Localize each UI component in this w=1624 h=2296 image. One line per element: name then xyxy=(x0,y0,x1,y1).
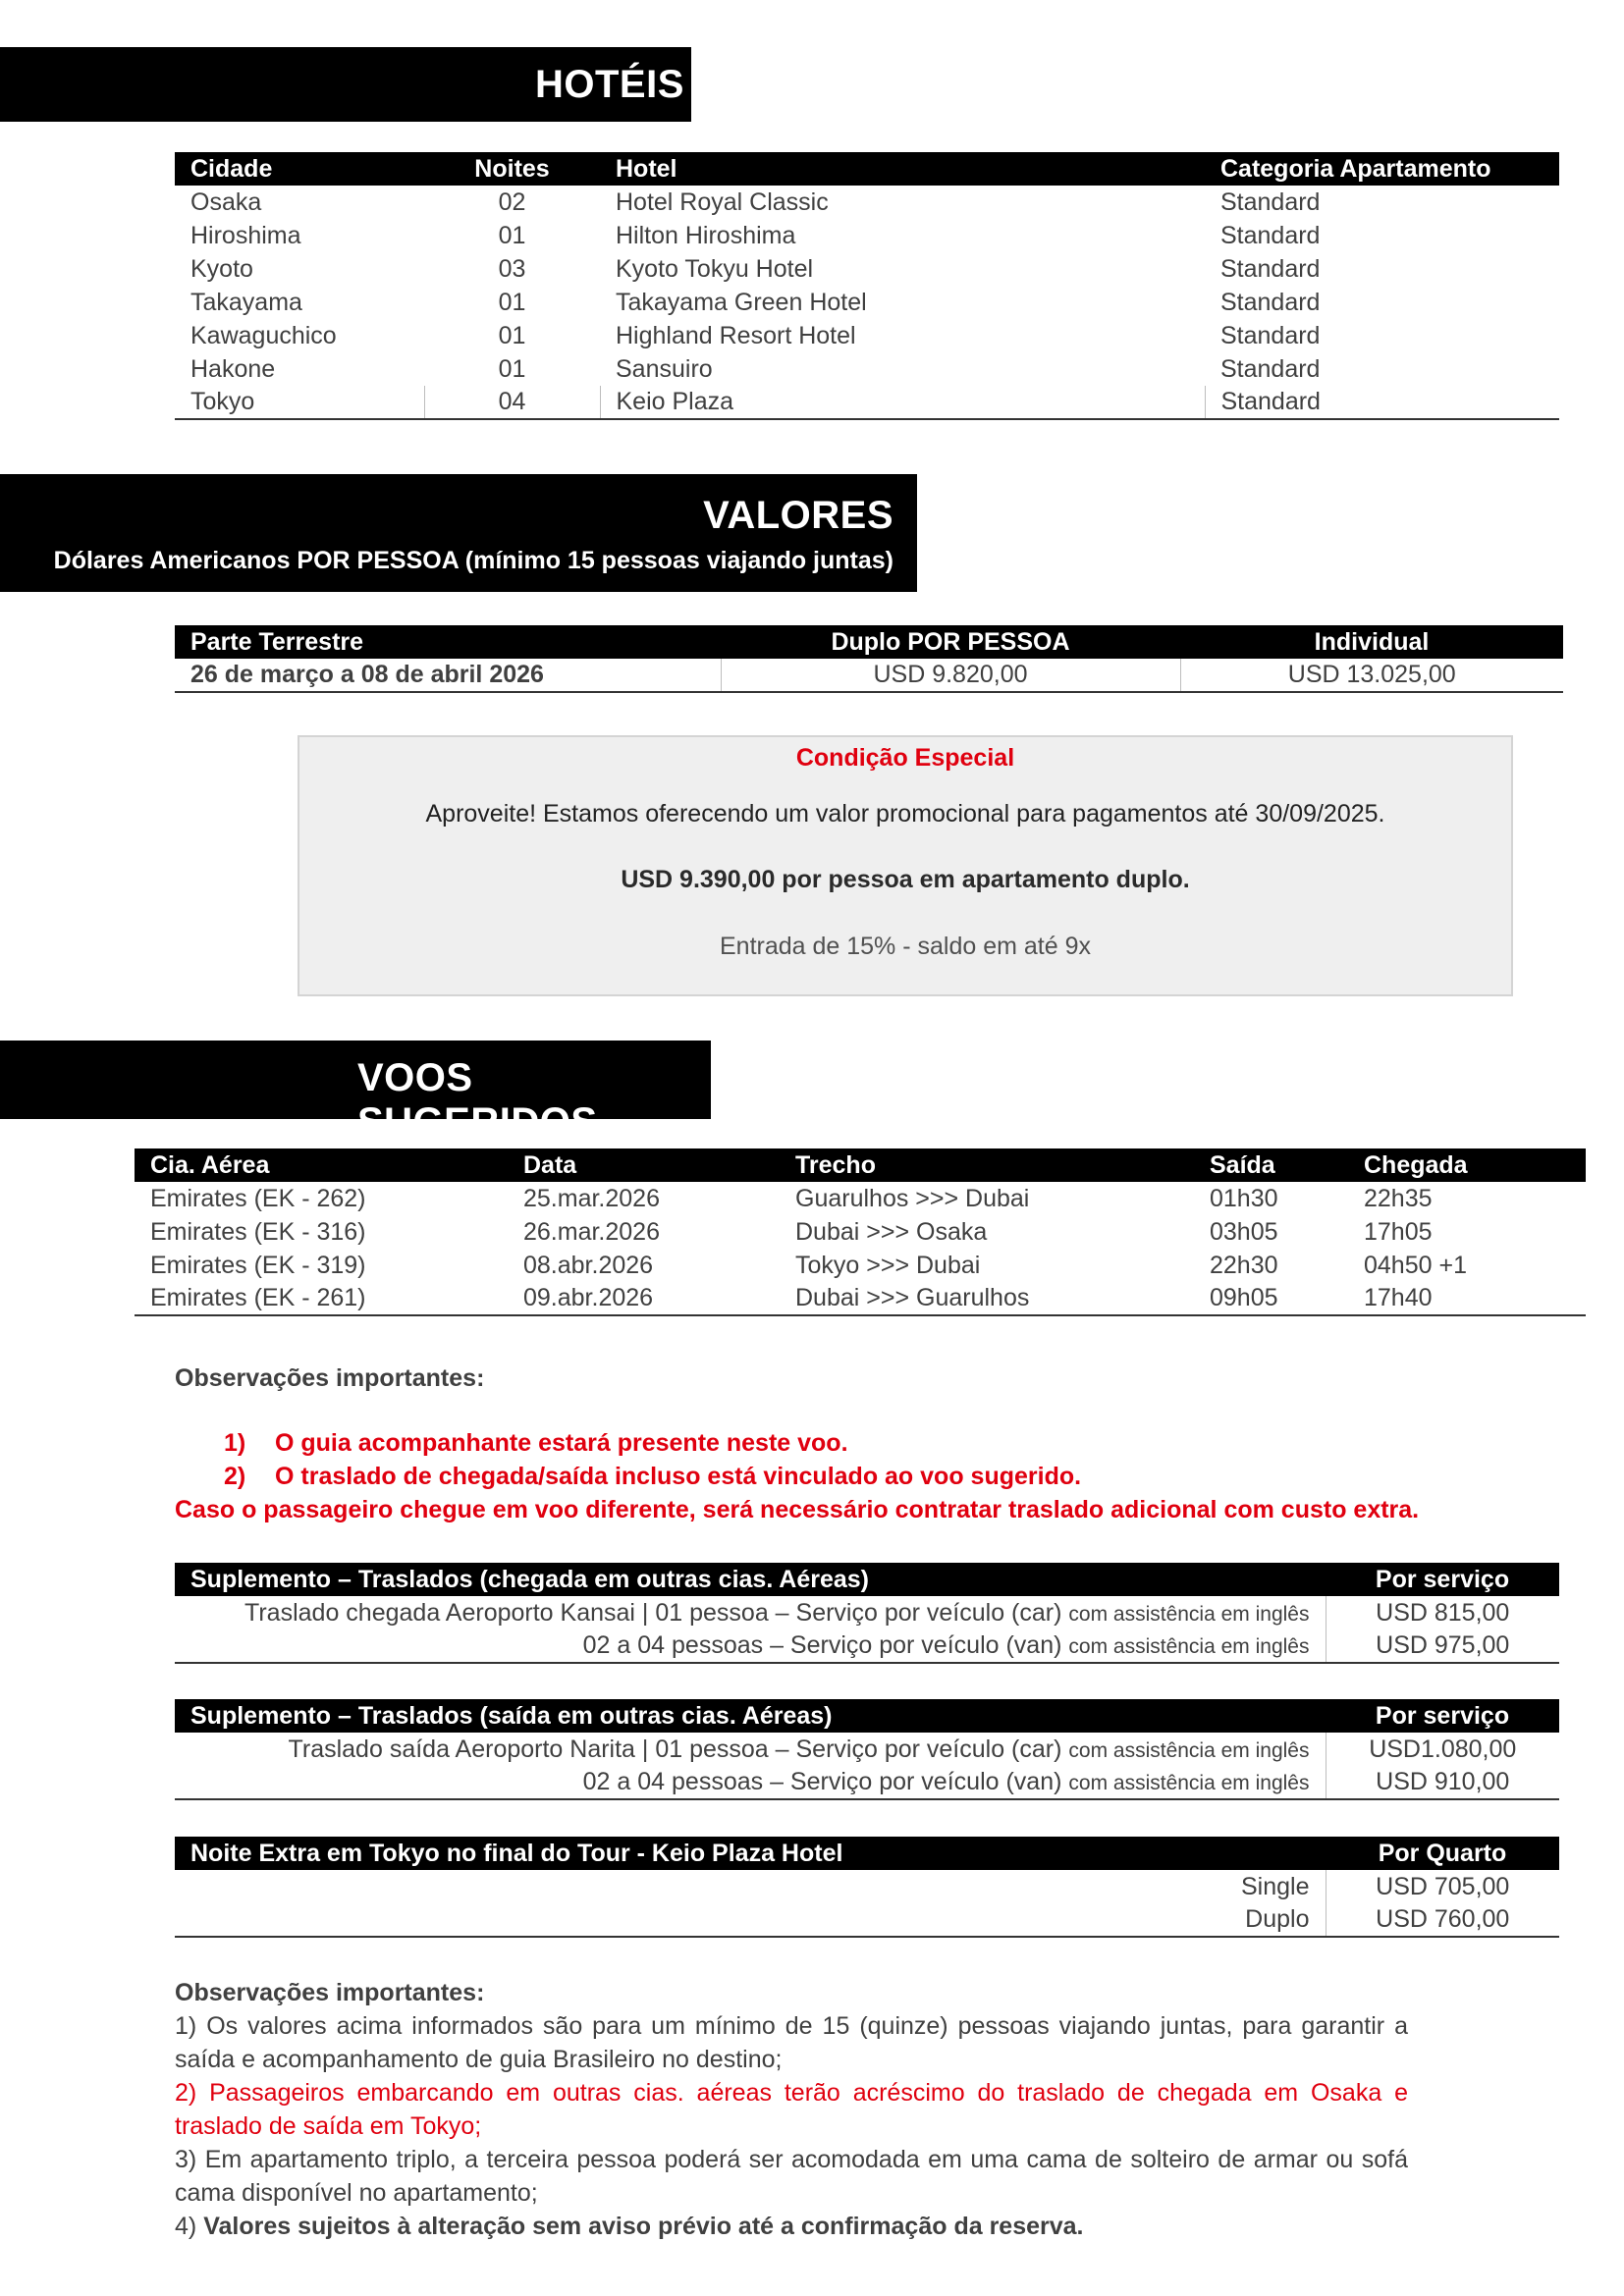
supplement-service-main: 02 a 04 pessoas – Serviço por veículo (van) xyxy=(582,1768,1062,1795)
hotel-nights: 03 xyxy=(498,254,526,283)
extra-night-room-type: Single xyxy=(175,1870,1326,1903)
supplement-price: USD 815,00 xyxy=(1376,1598,1510,1627)
flight-note-1-text: O guia acompanhante estará presente neste voo. xyxy=(275,1429,848,1457)
hotel-city: Kyoto xyxy=(190,254,253,283)
values-banner xyxy=(0,474,917,592)
table-row xyxy=(175,319,1559,352)
header-categoria: Categoria Apartamento xyxy=(1205,152,1559,186)
extra-night-price-header: Por Quarto xyxy=(1326,1837,1559,1870)
hotel-nights: 01 xyxy=(498,221,526,249)
hotel-name: Highland Resort Hotel xyxy=(616,321,856,349)
hotels-banner xyxy=(0,47,691,122)
flight-date: 09.abr.2026 xyxy=(508,1282,780,1315)
header-duplo: Duplo POR PESSOA xyxy=(721,625,1180,659)
flight-date: 08.abr.2026 xyxy=(523,1251,654,1279)
values-header-row xyxy=(175,625,1563,659)
supplement-service xyxy=(175,1596,1326,1629)
header-chegada: Chegada xyxy=(1348,1148,1586,1182)
supplement-price: USD1.080,00 xyxy=(1369,1735,1517,1763)
values-double-price: USD 9.820,00 xyxy=(721,659,1180,692)
hotels-title: HOTÉIS xyxy=(535,63,684,106)
promo-title: Condição Especial xyxy=(795,744,1015,772)
supplement-service xyxy=(175,1766,1326,1799)
supplement-departure-header-row xyxy=(175,1699,1559,1733)
supplement-departure-header: Suplemento – Traslados (saída em outras cias. Aéreas) xyxy=(175,1699,1326,1733)
header-saida: Saída xyxy=(1194,1148,1348,1182)
supplement-departure-table xyxy=(175,1699,1559,1800)
special-condition-box xyxy=(298,735,1513,996)
supplement-departure-price-header: Por serviço xyxy=(1326,1699,1559,1733)
table-row xyxy=(175,252,1559,286)
hotel-name: Kyoto Tokyu Hotel xyxy=(616,254,814,283)
supplement-service-main: Traslado saída Aeroporto Narita | 01 pessoa – Serviço por veículo (car) xyxy=(288,1735,1062,1763)
flight-route: Guarulhos >>> Dubai xyxy=(795,1184,1030,1212)
supplement-service xyxy=(175,1629,1326,1663)
table-row xyxy=(175,1766,1559,1799)
header-hotel: Hotel xyxy=(600,152,1205,186)
hotel-category: Standard xyxy=(1220,221,1321,249)
final-note-4-number: 4) xyxy=(175,2213,197,2240)
hotels-table xyxy=(175,152,1559,420)
flight-departure: 09h05 xyxy=(1194,1282,1348,1315)
table-row xyxy=(175,1903,1559,1937)
flight-route: Dubai >>> Osaka xyxy=(795,1217,988,1246)
supplement-service-extra: com assistência em inglês xyxy=(1068,1635,1310,1658)
hotel-category: Standard xyxy=(1220,354,1321,383)
supplement-service-main: Traslado chegada Aeroporto Kansai | 01 pessoa – Serviço por veículo (car) xyxy=(244,1598,1062,1627)
extra-night-header-row xyxy=(175,1837,1559,1870)
table-row xyxy=(175,659,1563,692)
extra-night-table xyxy=(175,1837,1559,1938)
final-notes-heading: Observações importantes: xyxy=(175,1979,485,2006)
hotel-name: Hilton Hiroshima xyxy=(616,221,796,249)
header-noites: Noites xyxy=(424,152,600,186)
hotel-city: Hiroshima xyxy=(190,221,301,249)
supplement-arrival-header: Suplemento – Traslados (chegada em outras cias. Aéreas) xyxy=(175,1563,1326,1596)
values-single-price: USD 13.025,00 xyxy=(1180,659,1563,692)
table-row xyxy=(135,1249,1586,1282)
hotel-name: Hotel Royal Classic xyxy=(616,187,829,216)
values-subtitle: Dólares Americanos POR PESSOA (mínimo 15 pessoas viajando juntas) xyxy=(53,547,893,574)
supplement-service-main: 02 a 04 pessoas – Serviço por veículo (van) xyxy=(582,1631,1062,1659)
flight-route: Tokyo >>> Dubai xyxy=(795,1251,981,1279)
final-notes xyxy=(175,1976,1408,2243)
flight-airline: Emirates (EK - 316) xyxy=(150,1217,366,1246)
values-title: VALORES xyxy=(703,494,893,537)
flight-airline: Emirates (EK - 319) xyxy=(150,1251,366,1279)
hotel-city: Kawaguchico xyxy=(190,321,337,349)
header-cidade: Cidade xyxy=(175,152,424,186)
table-row xyxy=(175,1629,1559,1663)
supplement-arrival-price-header: Por serviço xyxy=(1326,1563,1559,1596)
table-row xyxy=(135,1282,1586,1315)
hotel-city: Tokyo xyxy=(175,386,424,419)
header-cia: Cia. Aérea xyxy=(135,1148,508,1182)
promo-terms: Entrada de 15% - saldo em até 9x xyxy=(719,933,1091,960)
flight-arrival: 22h35 xyxy=(1364,1184,1433,1212)
table-row xyxy=(175,286,1559,319)
table-row xyxy=(175,186,1559,219)
final-note-2: 2) Passageiros embarcando em outras cias. aéreas terão acréscimo do traslado de chegada em Osaka e traslado de saída em Tokyo; xyxy=(175,2079,1408,2140)
flight-airline: Emirates (EK - 261) xyxy=(135,1282,508,1315)
hotels-header-row xyxy=(175,152,1559,186)
supplement-service-extra: com assistência em inglês xyxy=(1068,1602,1310,1626)
hotel-category: Standard xyxy=(1205,386,1559,419)
final-note-4 xyxy=(175,2210,1408,2243)
promo-price: USD 9.390,00 por pessoa em apartamento duplo. xyxy=(621,866,1190,893)
supplement-service xyxy=(175,1733,1326,1766)
hotel-name: Takayama Green Hotel xyxy=(616,288,867,316)
supplement-price: USD 910,00 xyxy=(1326,1766,1559,1799)
supplement-service-extra: com assistência em inglês xyxy=(1068,1772,1310,1794)
flight-date: 25.mar.2026 xyxy=(523,1184,660,1212)
hotel-nights: 02 xyxy=(498,187,526,216)
flight-date: 26.mar.2026 xyxy=(523,1217,660,1246)
flights-header-row xyxy=(135,1148,1586,1182)
flights-table xyxy=(135,1148,1586,1316)
flight-note-2-text: O traslado de chegada/saída incluso está vinculado ao voo sugerido. xyxy=(275,1463,1082,1490)
flight-note-1-number: 1) xyxy=(224,1429,246,1457)
hotel-category: Standard xyxy=(1220,187,1321,216)
hotel-category: Standard xyxy=(1220,321,1321,349)
hotel-category: Standard xyxy=(1220,254,1321,283)
table-row xyxy=(175,1596,1559,1629)
hotel-city: Hakone xyxy=(190,354,276,383)
header-data: Data xyxy=(508,1148,780,1182)
values-table xyxy=(175,625,1563,693)
table-row xyxy=(175,1870,1559,1903)
flight-arrival: 04h50 +1 xyxy=(1364,1251,1467,1279)
hotel-nights: 01 xyxy=(498,321,526,349)
extra-night-price: USD 705,00 xyxy=(1376,1872,1510,1900)
hotel-name: Keio Plaza xyxy=(600,386,1205,419)
extra-night-room-type: Duplo xyxy=(175,1903,1326,1937)
values-period: 26 de março a 08 de abril 2026 xyxy=(175,659,721,692)
supplement-arrival-header-row xyxy=(175,1563,1559,1596)
hotel-city: Osaka xyxy=(190,187,262,216)
flight-arrival: 17h40 xyxy=(1348,1282,1586,1315)
header-parte-terrestre: Parte Terrestre xyxy=(175,625,721,659)
flight-airline: Emirates (EK - 262) xyxy=(150,1184,366,1212)
table-row xyxy=(175,386,1559,419)
hotel-nights: 01 xyxy=(498,288,526,316)
final-note-1: 1) Os valores acima informados são para um mínimo de 15 (quinze) pessoas viajando juntas, para garantir a saída e acompanhamento de guia Brasileiro no destino; xyxy=(175,2012,1408,2073)
extra-night-price: USD 760,00 xyxy=(1326,1903,1559,1937)
hotel-nights: 01 xyxy=(498,354,526,383)
hotel-nights: 04 xyxy=(424,386,600,419)
supplement-price: USD 975,00 xyxy=(1326,1629,1559,1663)
flight-arrival: 17h05 xyxy=(1364,1217,1433,1246)
table-row xyxy=(175,1733,1559,1766)
table-row xyxy=(175,352,1559,386)
extra-night-header: Noite Extra em Tokyo no final do Tour - Keio Plaza Hotel xyxy=(175,1837,1326,1870)
flight-note-2-number: 2) xyxy=(224,1463,246,1490)
table-row xyxy=(135,1182,1586,1215)
flights-banner xyxy=(0,1041,711,1144)
flight-warning: Caso o passageiro chegue em voo diferente, será necessário contratar traslado adicional com custo extra. xyxy=(175,1496,1420,1523)
flight-route: Dubai >>> Guarulhos xyxy=(780,1282,1194,1315)
flight-departure: 03h05 xyxy=(1210,1217,1278,1246)
hotel-category: Standard xyxy=(1220,288,1321,316)
flights-title: VOOS SUGERIDOS xyxy=(357,1056,598,1144)
flight-note-2 xyxy=(224,1463,1081,1491)
hotel-city: Takayama xyxy=(190,288,302,316)
table-row xyxy=(175,219,1559,252)
supplement-arrival-table xyxy=(175,1563,1559,1664)
header-individual: Individual xyxy=(1180,625,1563,659)
table-row xyxy=(135,1215,1586,1249)
promo-text: Aproveite! Estamos oferecendo um valor promocional para pagamentos até 30/09/2025. xyxy=(425,800,1385,828)
final-note-4-text: Valores sujeitos à alteração sem aviso prévio até a confirmação da reserva. xyxy=(203,2213,1084,2240)
final-note-3: 3) Em apartamento triplo, a terceira pessoa poderá ser acomodada em uma cama de solteiro de armar ou sofá cama disponível no apartamento; xyxy=(175,2146,1408,2207)
hotel-name: Sansuiro xyxy=(616,354,713,383)
supplement-service-extra: com assistência em inglês xyxy=(1068,1738,1310,1762)
flight-notes-heading: Observações importantes: xyxy=(175,1364,485,1392)
flight-note-1 xyxy=(224,1429,848,1458)
flight-departure: 22h30 xyxy=(1210,1251,1278,1279)
flight-departure: 01h30 xyxy=(1210,1184,1278,1212)
header-trecho: Trecho xyxy=(780,1148,1194,1182)
